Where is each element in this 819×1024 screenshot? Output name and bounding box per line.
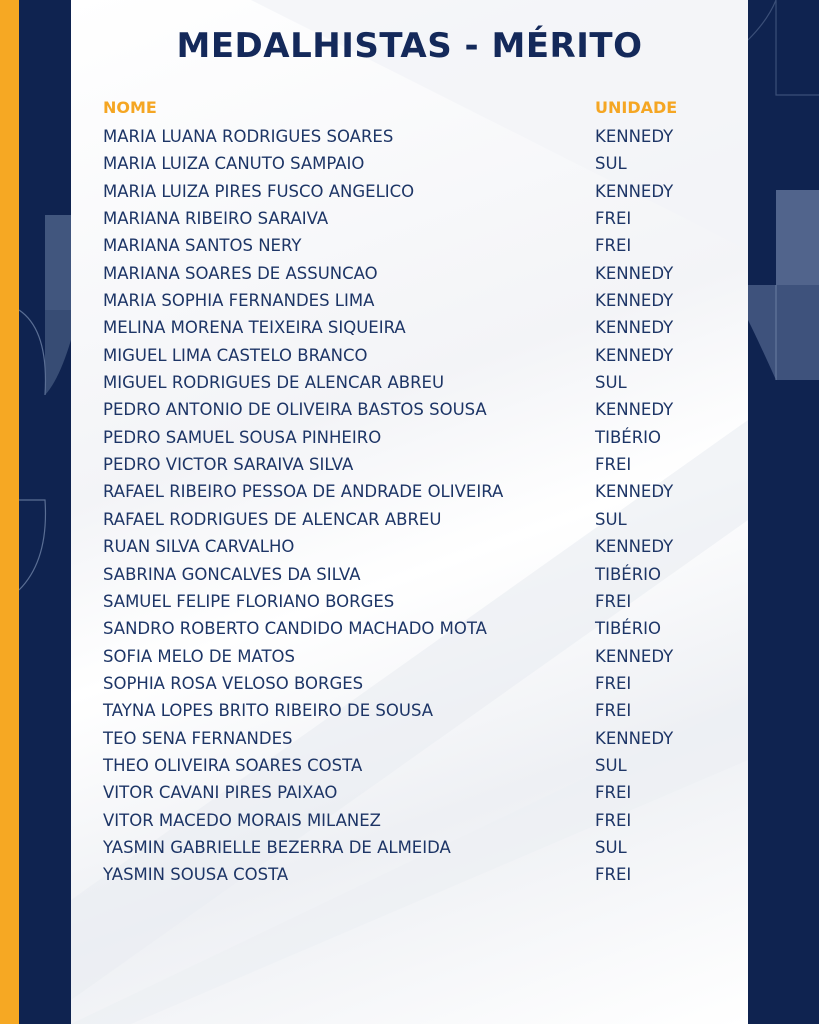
row-unit: FREI <box>595 865 632 885</box>
row-name: TEO SENA FERNANDES <box>103 728 293 748</box>
row-unit: TIBÉRIO <box>595 619 662 639</box>
row-unit: FREI <box>595 810 632 830</box>
row-name: THEO OLIVEIRA SOARES COSTA <box>103 755 363 775</box>
row-name: YASMIN GABRIELLE BEZERRA DE ALMEIDA <box>103 837 451 857</box>
row-unit: KENNEDY <box>595 400 674 420</box>
row-unit: KENNEDY <box>595 537 674 557</box>
row-unit: SUL <box>595 154 627 174</box>
table-row <box>103 262 723 289</box>
table-row <box>103 371 723 398</box>
row-name: MARIA SOPHIA FERNANDES LIMA <box>103 291 375 311</box>
row-unit: KENNEDY <box>595 646 674 666</box>
page-title: MEDALHISTAS - MÉRITO <box>176 26 643 66</box>
row-name: RAFAEL RIBEIRO PESSOA DE ANDRADE OLIVEIRA <box>103 482 504 502</box>
row-name: MARIANA SOARES DE ASSUNCAO <box>103 263 378 283</box>
row-unit: FREI <box>595 673 632 693</box>
table-row <box>103 863 723 890</box>
row-name: MARIA LUIZA PIRES FUSCO ANGELICO <box>103 181 415 201</box>
table-row <box>103 781 723 808</box>
row-name: SOFIA MELO DE MATOS <box>103 646 296 666</box>
table-row <box>103 152 723 179</box>
table-row <box>103 836 723 863</box>
medalist-list <box>103 125 723 891</box>
table-row <box>103 563 723 590</box>
table-row <box>103 289 723 316</box>
table-row <box>103 207 723 234</box>
row-name: YASMIN SOUSA COSTA <box>103 865 289 885</box>
row-name: VITOR CAVANI PIRES PAIXAO <box>103 783 338 803</box>
row-name: MIGUEL LIMA CASTELO BRANCO <box>103 345 368 365</box>
row-unit: KENNEDY <box>595 482 674 502</box>
left-geometric-decoration <box>19 0 71 1024</box>
table-row <box>103 344 723 371</box>
row-name: MARIA LUANA RODRIGUES SOARES <box>103 127 394 146</box>
row-name: MIGUEL RODRIGUES DE ALENCAR ABREU <box>103 373 445 393</box>
row-unit: KENNEDY <box>595 345 674 365</box>
table-row <box>103 426 723 453</box>
row-unit: FREI <box>595 209 632 229</box>
table-row <box>103 316 723 343</box>
table-row <box>103 645 723 672</box>
row-unit: KENNEDY <box>595 728 674 748</box>
row-unit: SUL <box>595 509 627 529</box>
medal-list-card <box>71 0 748 1024</box>
row-name: PEDRO VICTOR SARAIVA SILVA <box>103 455 354 475</box>
row-unit: SUL <box>595 837 627 857</box>
row-name: VITOR MACEDO MORAIS MILANEZ <box>103 810 381 830</box>
row-unit: FREI <box>595 591 632 611</box>
row-name: MARIANA RIBEIRO SARAIVA <box>103 209 329 229</box>
row-unit: KENNEDY <box>595 263 674 283</box>
table-row <box>103 508 723 535</box>
row-unit: TIBÉRIO <box>595 427 662 447</box>
table-row <box>103 234 723 261</box>
row-name: TAYNA LOPES BRITO RIBEIRO DE SOUSA <box>103 701 434 721</box>
row-unit: KENNEDY <box>595 181 674 201</box>
table-row <box>103 535 723 562</box>
table-row <box>103 617 723 644</box>
table-row <box>103 809 723 836</box>
row-unit: KENNEDY <box>595 318 674 338</box>
table-row <box>103 754 723 781</box>
row-name: MARIANA SANTOS NERY <box>103 236 302 256</box>
row-unit: SUL <box>595 755 627 775</box>
row-name: SABRINA GONCALVES DA SILVA <box>103 564 361 584</box>
row-unit: FREI <box>595 783 632 803</box>
table-row <box>103 125 723 152</box>
row-name: RUAN SILVA CARVALHO <box>103 537 295 557</box>
table-row <box>103 672 723 699</box>
row-unit: KENNEDY <box>595 291 674 311</box>
table-header <box>103 98 703 120</box>
row-unit: FREI <box>595 236 632 256</box>
table-row <box>103 398 723 425</box>
table-row <box>103 590 723 617</box>
row-unit: KENNEDY <box>595 127 674 146</box>
row-name: MELINA MORENA TEIXEIRA SIQUEIRA <box>103 318 406 338</box>
table-row <box>103 727 723 754</box>
header-unit: UNIDADE <box>595 98 678 117</box>
row-unit: TIBÉRIO <box>595 564 662 584</box>
row-name: PEDRO ANTONIO DE OLIVEIRA BASTOS SOUSA <box>103 400 487 420</box>
table-row <box>103 699 723 726</box>
table-row <box>103 453 723 480</box>
left-accent-stripe <box>0 0 19 1024</box>
right-geometric-decoration <box>748 0 819 1024</box>
row-name: RAFAEL RODRIGUES DE ALENCAR ABREU <box>103 509 442 529</box>
row-name: PEDRO SAMUEL SOUSA PINHEIRO <box>103 427 382 447</box>
row-unit: SUL <box>595 373 627 393</box>
row-unit: FREI <box>595 701 632 721</box>
table-row <box>103 180 723 207</box>
row-unit: FREI <box>595 455 632 475</box>
row-name: SANDRO ROBERTO CANDIDO MACHADO MOTA <box>103 619 487 639</box>
row-name: SOPHIA ROSA VELOSO BORGES <box>103 673 364 693</box>
row-name: MARIA LUIZA CANUTO SAMPAIO <box>103 154 365 174</box>
row-name: SAMUEL FELIPE FLORIANO BORGES <box>103 591 395 611</box>
header-name: NOME <box>103 98 157 117</box>
table-row <box>103 480 723 507</box>
